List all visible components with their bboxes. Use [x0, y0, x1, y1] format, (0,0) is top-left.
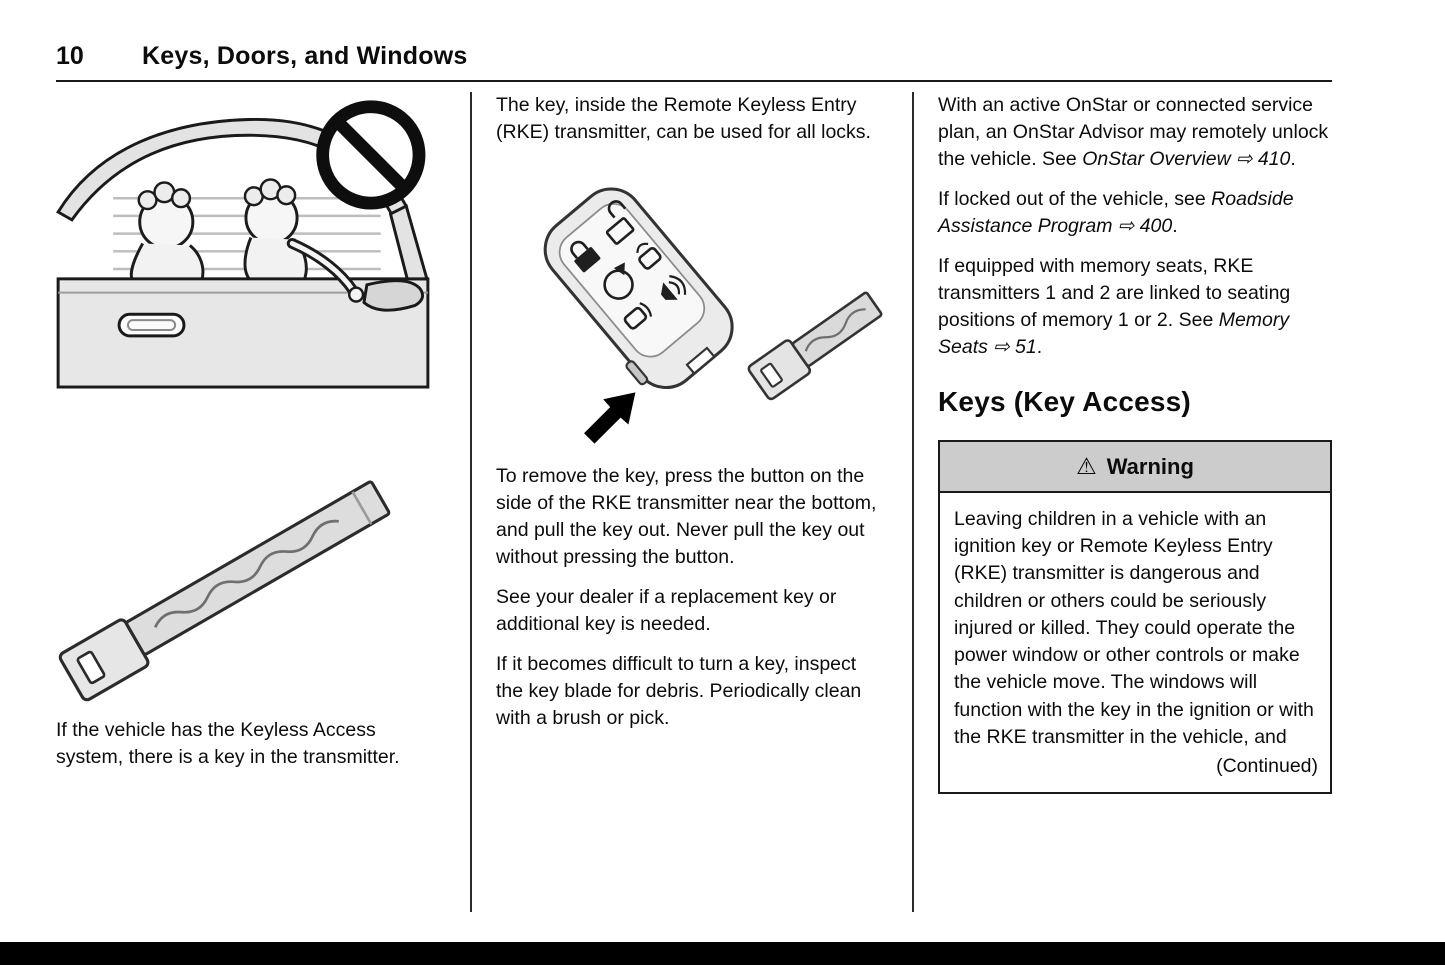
- header-rule: [56, 80, 1332, 82]
- key-blade-shape: [58, 476, 395, 701]
- warning-continued-label: (Continued): [1216, 755, 1318, 778]
- removable-key-insert: [747, 287, 885, 401]
- memory-seats-period: .: [1036, 336, 1043, 358]
- warning-header: [940, 442, 1330, 493]
- keyless-access-note: If the vehicle has the Keyless Access system, there is a key in the transmitter.: [56, 719, 400, 768]
- warning-title: Warning: [1106, 453, 1194, 479]
- column-right: [914, 92, 1332, 912]
- side-mirror: [364, 281, 423, 311]
- pointer-arrow: [584, 392, 635, 443]
- children-in-car-drawing: [56, 92, 430, 389]
- key-blade-drawing: [56, 397, 430, 709]
- rke-intro-paragraph: The key, inside the Remote Keyless Entry (RKE) transmitter, can be used for all locks.: [496, 94, 871, 143]
- windshield-pillar: [391, 206, 427, 279]
- children-in-car-illustration: [56, 92, 444, 397]
- key-blade-illustration: [56, 397, 444, 717]
- column-left: [56, 92, 470, 912]
- onstar-period: .: [1290, 148, 1296, 170]
- warning-box: [938, 440, 1332, 795]
- section-heading-keys-key-access: Keys (Key Access): [938, 386, 1191, 417]
- prohibition-symbol: [323, 107, 419, 203]
- memory-seats-paragraph: [938, 253, 1332, 361]
- page-title: Keys, Doors, and Windows: [142, 42, 468, 70]
- key-maintenance-paragraph: If it becomes difficult to turn a key, inspect the key blade for debris. Periodically clean with a brush or pick.: [496, 653, 862, 729]
- lockout-text: If locked out of the vehicle, see: [938, 188, 1212, 210]
- content-columns: [56, 92, 1332, 912]
- onstar-paragraph: [938, 92, 1332, 173]
- onstar-overview-ref: OnStar Overview ⇨ 410: [1082, 148, 1291, 170]
- child-right: [245, 180, 306, 281]
- dealer-paragraph: See your dealer if a replacement key or additional key is needed.: [496, 586, 837, 635]
- lockout-paragraph: [938, 186, 1332, 240]
- warning-body-text: Leaving children in a vehicle with an ignition key or Remote Keyless Entry (RKE) transmitter is dangerous and children or others could be seriously injured or killed. They could operate the power window or other controls or make the vehicle move. The windows will function with the key in the ignition or with the RKE transmitter in the vehicle, and: [954, 507, 1314, 748]
- memory-seats-text: If equipped with memory seats, RKE transmitters 1 and 2 are linked to seating positions of memory 1 or 2. See: [938, 255, 1291, 331]
- roadside-assistance-ref: Roadside Assistance Program ⇨ 400: [938, 188, 1294, 237]
- bottom-black-bar: [0, 942, 1445, 965]
- memory-seats-ref: Memory Seats ⇨ 51: [938, 309, 1290, 358]
- key-removal-paragraph: To remove the key, press the button on the side of the RKE transmitter near the bottom, and pull the key out. Never pull the key out without pressing the button.: [496, 465, 877, 568]
- rke-transmitter-illustration: [496, 159, 888, 463]
- rke-transmitter-drawing: [496, 159, 888, 455]
- page-header: [56, 42, 1445, 71]
- rke-fob: [528, 176, 745, 404]
- onstar-text: With an active OnStar or connected service plan, an OnStar Advisor may remotely unlock the vehicle. See: [938, 94, 1329, 170]
- page-number: 10: [56, 42, 84, 70]
- warning-triangle-icon: ⚠: [1076, 452, 1097, 479]
- lockout-period: .: [1172, 215, 1178, 237]
- column-middle: [470, 92, 914, 912]
